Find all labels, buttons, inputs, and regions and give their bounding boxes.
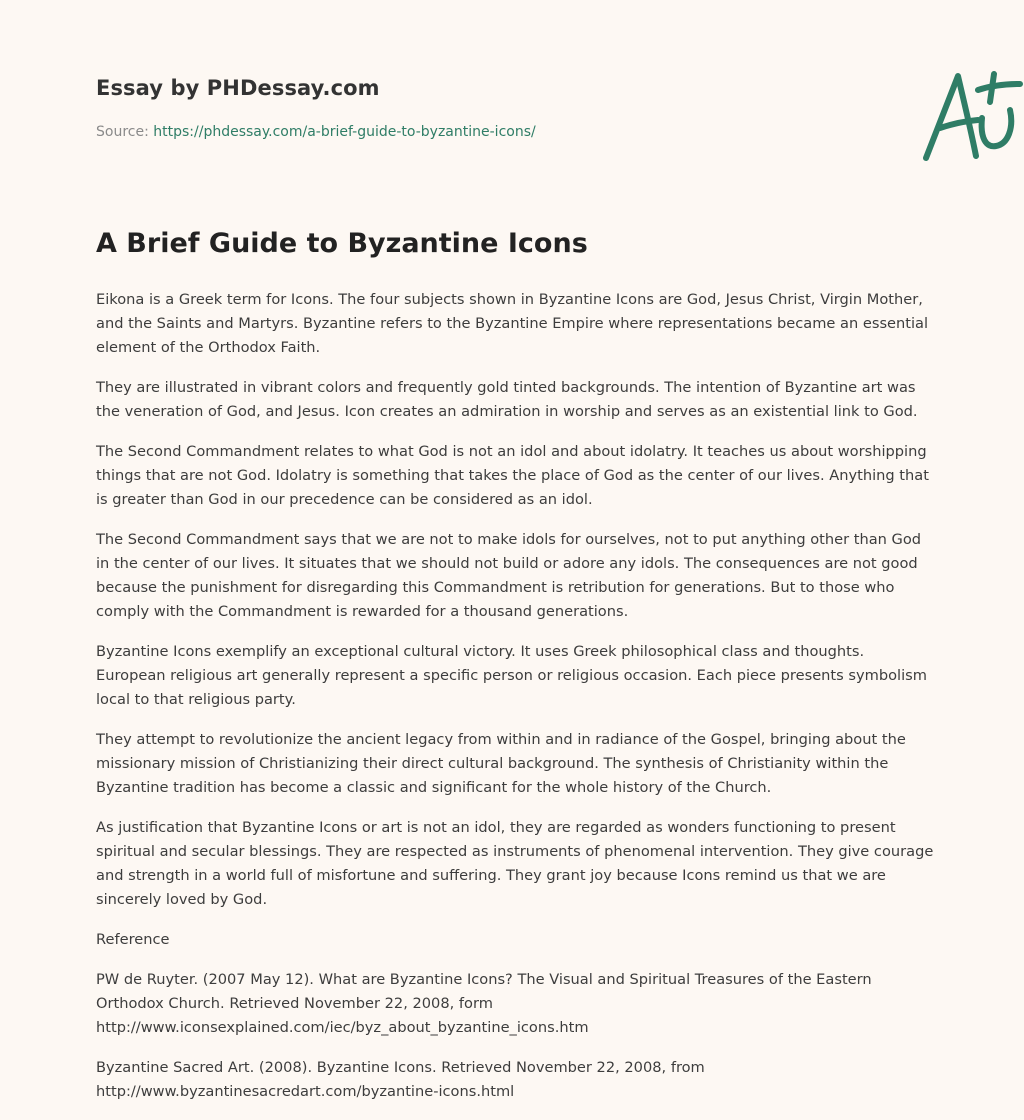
- reference-item: PW de Ruyter. (2007 May 12). What are Byzantine Icons? The Visual and Spiritual Treasures of the Eastern Orthodox Church. Retrieved November 22, 2008, form http://www.iconsexplained.com/iec/byz_about_byzantine_icons.htm: [96, 971, 872, 1036]
- article-body: [96, 288, 936, 1120]
- paragraph: They attempt to revolutionize the ancient legacy from within and in radiance of the Gospel, bringing about the missionary mission of Christianizing their direct cultural background. The synthesis of Christianity within the Byzantine tradition has become a classic and significant for the whole history of the Church.: [96, 731, 906, 796]
- paragraph: Byzantine Icons exemplify an exceptional cultural victory. It uses Greek philosophical class and thoughts. European religious art generally represent a specific person or religious occasion. Each piece presents symbolism local to that religious party.: [96, 643, 927, 708]
- paragraph: They are illustrated in vibrant colors and frequently gold tinted backgrounds. The intention of Byzantine art was the veneration of God, and Jesus. Icon creates an admiration in worship and serves as an existential link to God.: [96, 379, 918, 420]
- site-brand: Essay by PHDessay.com: [96, 76, 380, 100]
- reference-item: Byzantine Sacred Art. (2008). Byzantine Icons. Retrieved November 22, 2008, from http://www.byzantinesacredart.com/byzantine-icons.html: [96, 1059, 705, 1100]
- a-plus-logo-icon: [920, 66, 1024, 166]
- source-link[interactable]: https://phdessay.com/a-brief-guide-to-byzantine-icons/: [153, 124, 536, 140]
- article-title: A Brief Guide to Byzantine Icons: [96, 228, 588, 259]
- paragraph: The Second Commandment says that we are not to make idols for ourselves, not to put anything other than God in the center of our lives. It situates that we should not build or adore any idols. The consequences are not good because the punishment for disregarding this Commandment is retribution for generations. But to those who comply with the Commandment is rewarded for a thousand generations.: [96, 531, 922, 620]
- paragraph: Eikona is a Greek term for Icons. The four subjects shown in Byzantine Icons are God, Jesus Christ, Virgin Mother, and the Saints and Martyrs. Byzantine refers to the Byzantine Empire where representations became an essential element of the Orthodox Faith.: [96, 291, 929, 356]
- reference-heading: Reference: [96, 931, 170, 948]
- paragraph: The Second Commandment relates to what God is not an idol and about idolatry. It teaches us about worshipping things that are not God. Idolatry is something that takes the place of God as the center of our lives. Anything that is greater than God in our precedence can be considered as an idol.: [96, 443, 929, 508]
- paragraph: As justification that Byzantine Icons or art is not an idol, they are regarded as wonders functioning to present spiritual and secular blessings. They are respected as instruments of phenomenal intervention. They give courage and strength in a world full of misfortune and suffering. They grant joy because Icons remind us that we are sincerely loved by God.: [96, 819, 934, 908]
- source-label: Source:: [96, 124, 149, 140]
- source-line: [96, 124, 536, 140]
